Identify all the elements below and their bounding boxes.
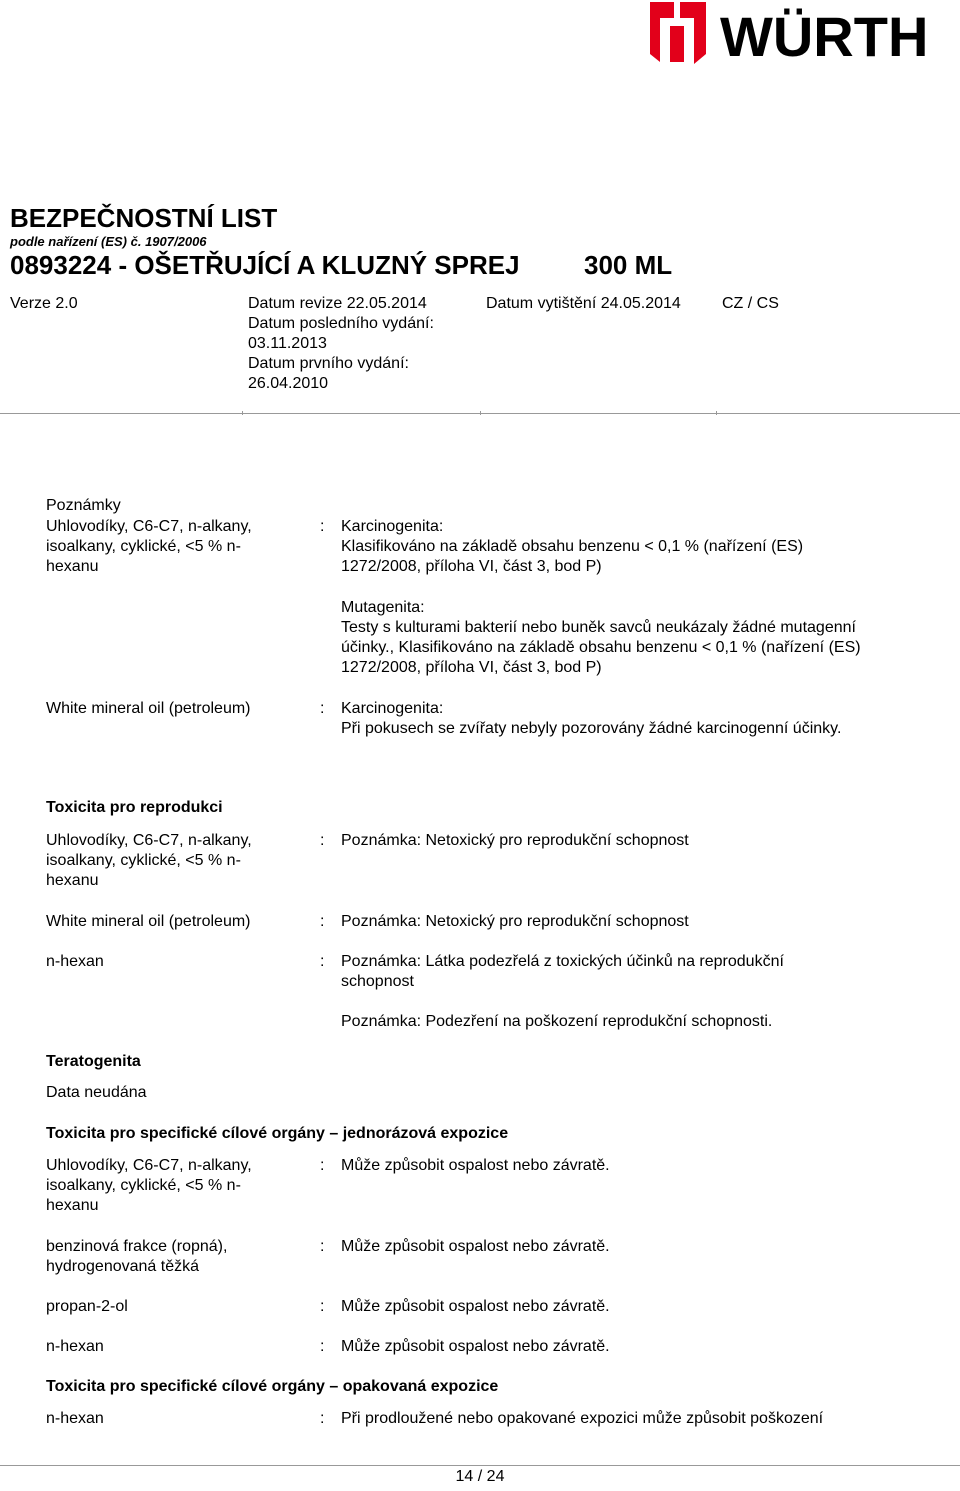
substance-label: Uhlovodíky, C6-C7, n-alkany, isoalkany, cyklické, <5 % n-hexanu (46, 1157, 252, 1215)
substance-label: White mineral oil (petroleum) (46, 700, 251, 717)
substance-label: White mineral oil (petroleum) (46, 913, 251, 930)
version: Verze 2.0 (10, 295, 78, 312)
substance-label: Uhlovodíky, C6-C7, n-alkany, isoalkany, cyklické, <5 % n-hexanu (46, 518, 252, 576)
mutagenicity-text: Testy s kulturami bakterií nebo buněk savců neukázaly žádné mutagenní účinky., Klasifikováno na základě obsahu benzenu < 0,1 % (nařízení (ES) 1272/2008, příloha VI, část 3, bod P) (341, 619, 861, 677)
header-divider-tick (716, 411, 717, 415)
substance-label: n-hexan (46, 1338, 104, 1355)
substance-label: n-hexan (46, 953, 104, 970)
revision-date: Datum revize 22.05.2014 (248, 295, 427, 312)
footer-divider (0, 1465, 960, 1466)
separator-colon: : (320, 1157, 325, 1174)
notes-heading: Poznámky (46, 497, 121, 514)
page-number: 14 / 24 (455, 1468, 505, 1485)
wurth-logo (648, 2, 958, 68)
stot-repeated-heading: Toxicita pro specifické cílové orgány – opakovaná expozice (46, 1378, 499, 1395)
separator-colon: : (320, 518, 325, 535)
reproduction-note: Poznámka: Netoxický pro reprodukční schopnost (341, 913, 689, 930)
carcinogenicity-text: Klasifikováno na základě obsahu benzenu < 0,1 % (nařízení (ES) 1272/2008, příloha VI, část 3, bod P) (341, 538, 804, 576)
wurth-logo-graphic (648, 2, 958, 68)
last-issue-label: Datum posledního vydání: (248, 315, 434, 332)
separator-colon: : (320, 913, 325, 930)
substance-label: propan-2-ol (46, 1298, 128, 1315)
first-issue-date: 26.04.2010 (248, 375, 329, 392)
regulation-reference: podle nařízení (ES) č. 1907/2006 (10, 234, 207, 249)
separator-colon: : (320, 1238, 325, 1255)
header-divider-tick (480, 411, 481, 415)
carcinogenicity-text: Při pokusech se zvířaty nebyly pozorovány žádné karcinogenní účinky. (341, 720, 842, 737)
brand-wordmark: WÜRTH (720, 5, 929, 68)
separator-colon: : (320, 1410, 325, 1427)
country-language: CZ / CS (722, 295, 779, 312)
reproduction-note: Poznámka: Netoxický pro reprodukční schopnost (341, 832, 689, 849)
carcinogenicity-label: Karcinogenita: (341, 700, 444, 717)
header-divider-tick (242, 411, 243, 415)
stot-single-effect: Může způsobit ospalost nebo závratě. (341, 1238, 610, 1255)
mutagenicity-label: Mutagenita: (341, 599, 425, 616)
teratogenicity-heading: Teratogenita (46, 1053, 141, 1070)
stot-single-effect: Může způsobit ospalost nebo závratě. (341, 1157, 610, 1174)
reproduction-heading: Toxicita pro reprodukci (46, 799, 223, 816)
first-issue-label: Datum prvního vydání: (248, 355, 409, 372)
separator-colon: : (320, 1338, 325, 1355)
substance-label: Uhlovodíky, C6-C7, n-alkany, isoalkany, cyklické, <5 % n-hexanu (46, 832, 252, 890)
document-title: BEZPEČNOSTNÍ LIST (10, 203, 278, 233)
separator-colon: : (320, 953, 325, 970)
stot-repeated-effect: Při prodloužené nebo opakované expozici může způsobit poškození (341, 1410, 824, 1427)
product-volume: 300 ML (584, 250, 673, 280)
separator-colon: : (320, 1298, 325, 1315)
stot-single-effect: Může způsobit ospalost nebo závratě. (341, 1338, 610, 1355)
teratogenicity-text: Data neudána (46, 1084, 147, 1101)
reproduction-note: Poznámka: Podezření na poškození reprodukční schopnosti. (341, 1013, 773, 1030)
stot-single-effect: Může způsobit ospalost nebo závratě. (341, 1298, 610, 1315)
stot-single-heading: Toxicita pro specifické cílové orgány – jednorázová expozice (46, 1125, 509, 1142)
separator-colon: : (320, 700, 325, 717)
separator-colon: : (320, 832, 325, 849)
product-name: 0893224 - OŠETŘUJÍCÍ A KLUZNÝ SPREJ (10, 250, 520, 280)
carcinogenicity-label: Karcinogenita: (341, 518, 444, 535)
reproduction-note: Poznámka: Látka podezřelá z toxických účinků na reprodukční schopnost (341, 953, 784, 991)
substance-label: n-hexan (46, 1410, 104, 1427)
print-date: Datum vytištění 24.05.2014 (486, 295, 681, 312)
last-issue-date: 03.11.2013 (248, 335, 327, 352)
substance-label: benzinová frakce (ropná), hydrogenovaná těžká (46, 1238, 228, 1276)
